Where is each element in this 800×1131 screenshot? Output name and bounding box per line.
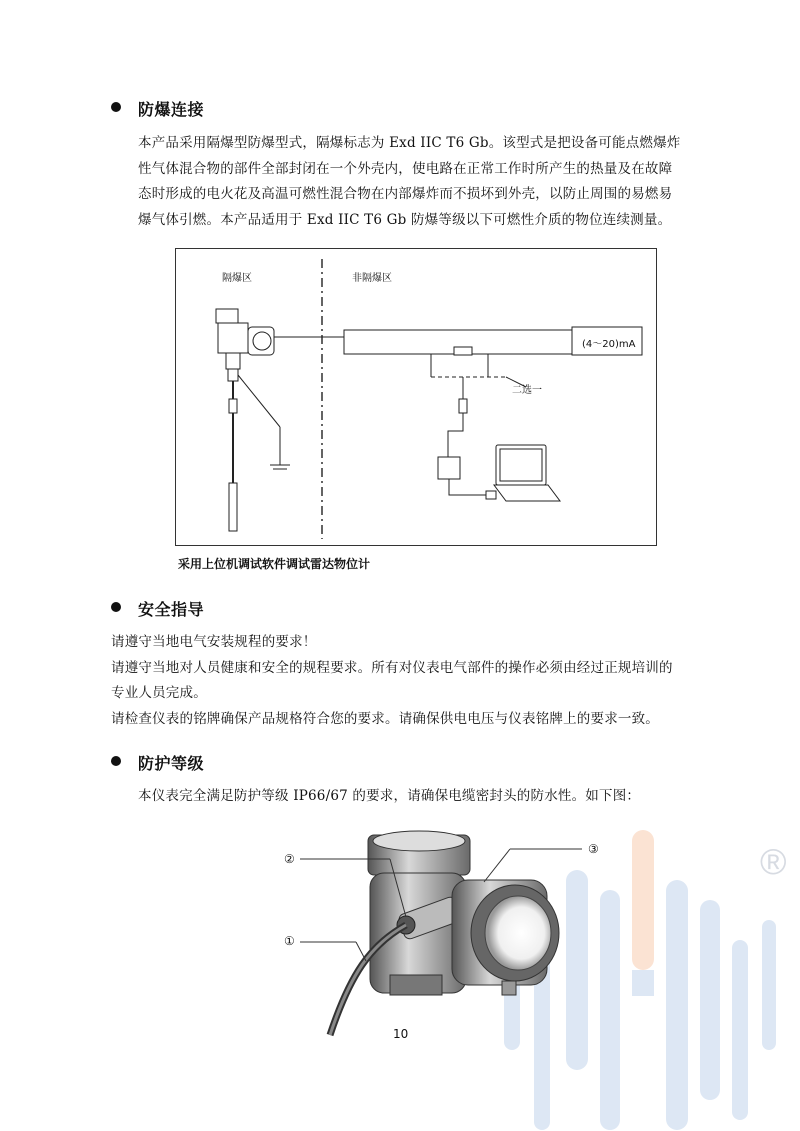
bullet-icon — [111, 102, 121, 112]
paragraph-protection — [138, 784, 640, 810]
paragraph-safety — [111, 630, 673, 732]
wiring-diagram — [175, 248, 657, 546]
zone-label-hazardous: 隔爆区 — [222, 273, 252, 284]
page-number: 10 — [393, 1027, 409, 1041]
paragraph-line: 请检查仪表的铭牌确保产品规格符合您的要求。请确保供电电压与仪表铭牌上的要求一致。 — [111, 710, 659, 727]
paragraph-line: 态时形成的电火花及高温可燃性混合物在内部爆炸而不损坏到外壳，以防止周围的易燃易 — [138, 186, 673, 202]
callout-3: ③ — [588, 842, 599, 856]
section-heading-explosion: 防爆连接 — [138, 100, 205, 119]
paragraph-line: 本仪表完全满足防护等级 IP66/67 的要求，请确保电缆密封头的防水性。如下图： — [138, 788, 641, 804]
zone-label-safe: 非隔爆区 — [352, 273, 392, 284]
bullet-icon — [111, 602, 121, 612]
callout-2: ② — [284, 852, 295, 866]
paragraph-line: 请遵守当地电气安装规程的要求！ — [111, 634, 317, 650]
laptop-icon — [494, 445, 560, 501]
signal-label: (4～20)mA — [582, 339, 636, 350]
section-heading-safety: 安全指导 — [138, 600, 205, 619]
paragraph-line: 本产品采用隔爆型防爆型式，隔爆标志为 Exd IIC T6 Gb。该型式是把设备可能点燃爆炸 — [138, 135, 681, 151]
paragraph-line: 爆气体引燃。本产品适用于 Exd IIC T6 Gb 防爆等级以下可燃性介质的物位连续测量。 — [138, 211, 672, 228]
section-heading-protection: 防护等级 — [138, 754, 205, 773]
wiring-diagram-graphic — [176, 249, 658, 547]
choose-one-label: 二选一 — [512, 385, 542, 396]
bullet-icon — [111, 756, 121, 766]
registered-mark: ® — [760, 841, 787, 882]
diagram-caption: 采用上位机调试软件调试雷达物位计 — [178, 557, 371, 571]
cable-gland-photo — [270, 825, 600, 1040]
radar-level-meter-icon — [216, 309, 290, 531]
paragraph-line: 专业人员完成。 — [111, 685, 207, 701]
hart-modem-icon — [438, 457, 460, 479]
paragraph-line: 性气体混合物的部件全部封闭在一个外壳内，使电路在正常工作时所产生的热量及在故障 — [138, 160, 673, 177]
paragraph-explosion — [138, 131, 681, 233]
callout-1: ① — [284, 934, 295, 948]
paragraph-line: 请遵守当地对人员健康和安全的规程要求。所有对仪表电气部件的操作必须由经过正规培训的 — [111, 659, 673, 676]
